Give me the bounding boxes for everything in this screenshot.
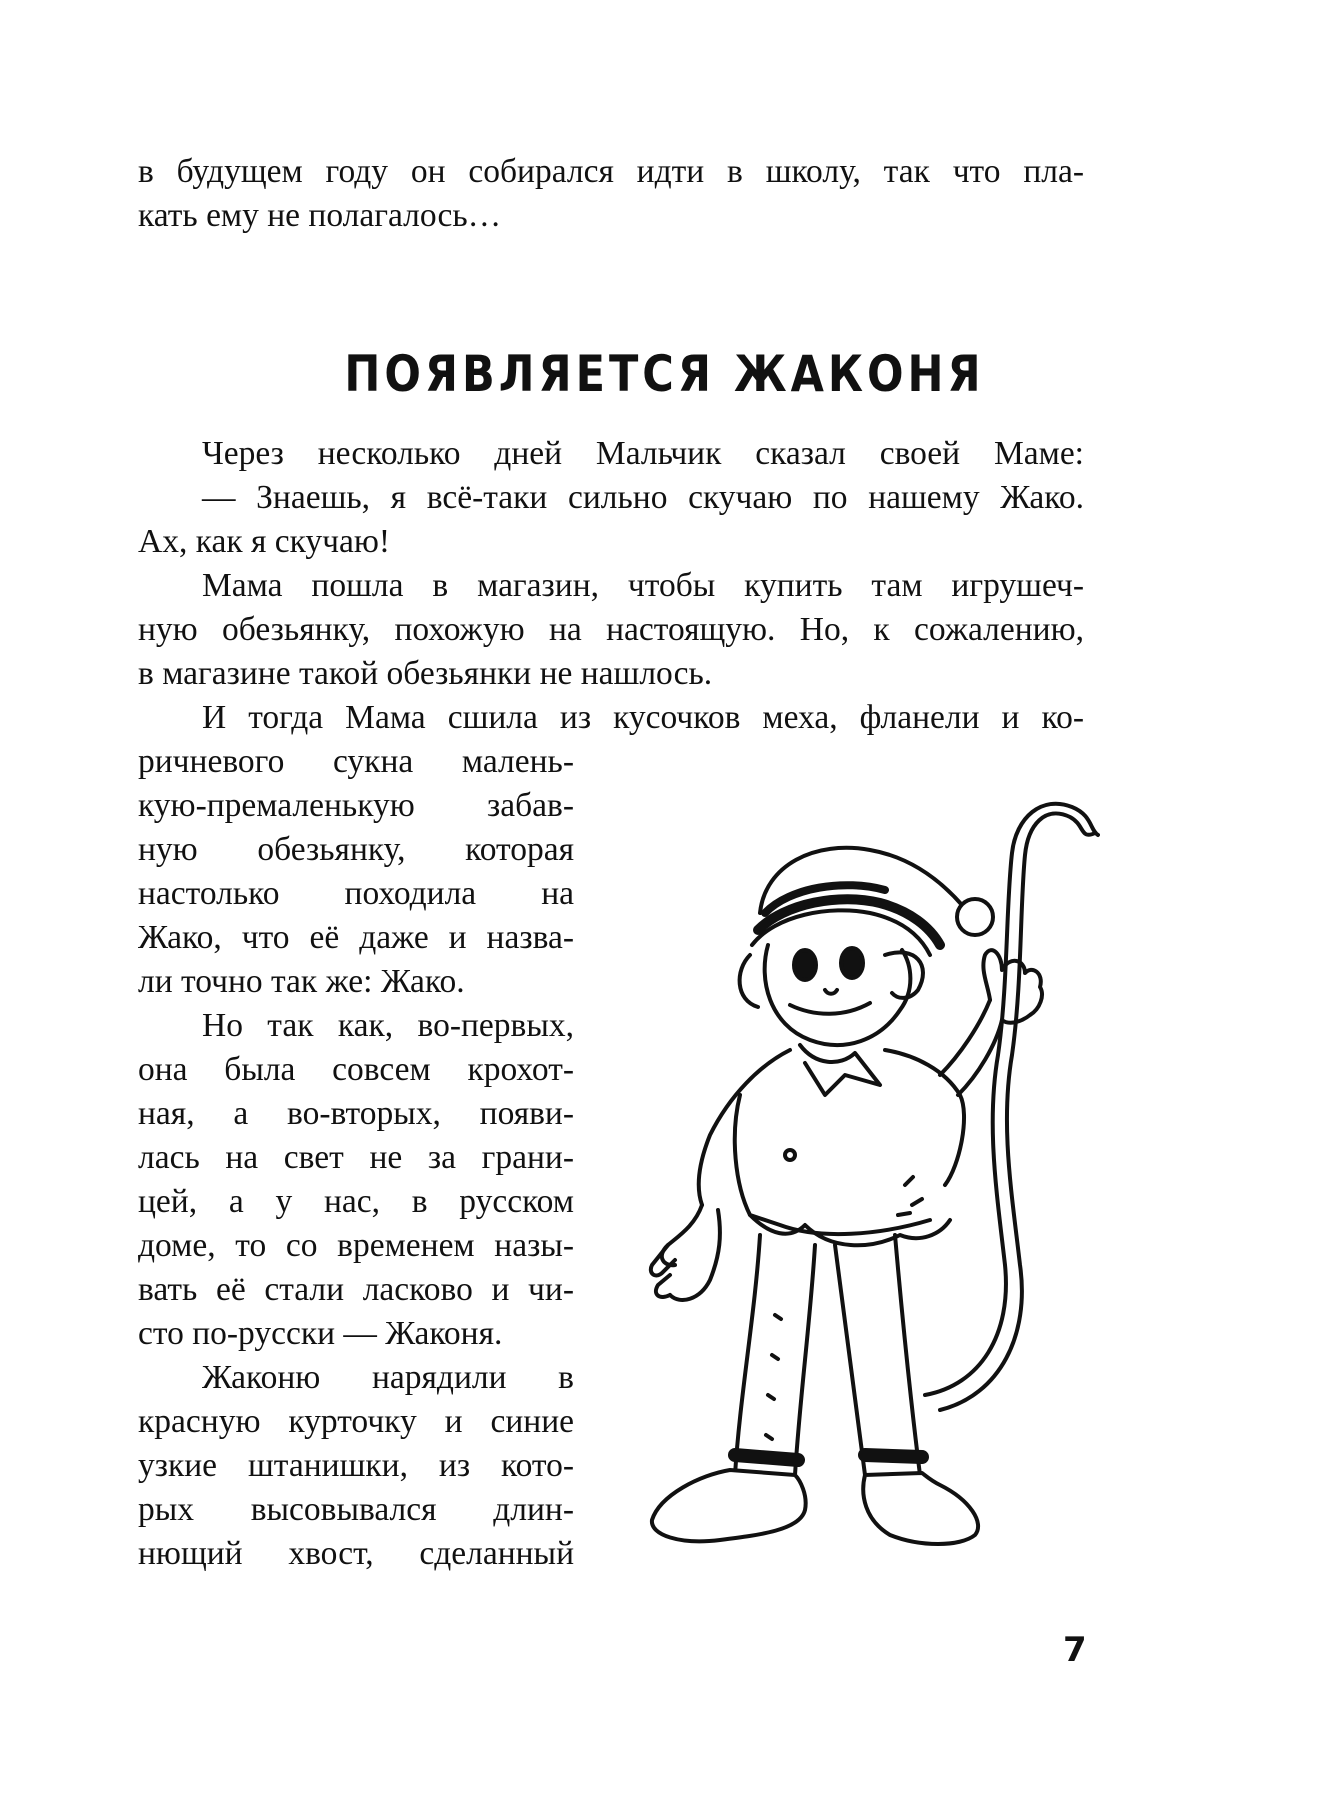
chapter-title: ПОЯВЛЯЕТСЯ ЖАКОНЯ <box>344 346 985 404</box>
text-line: сто по-русски — Жаконя. <box>138 1315 503 1352</box>
text-line: Мама пошла в магазин, чтобы купить там игрушеч- <box>202 567 1084 604</box>
text-line: Ах, как я скучаю! <box>138 523 391 560</box>
text-line: рых высовывался длин- <box>138 1491 574 1528</box>
text-line: Жако, что её даже и назва- <box>138 919 574 956</box>
text-line: лась на свет не за грани- <box>138 1139 574 1176</box>
text-line: в магазине такой обезьянки не нашлось. <box>138 655 713 692</box>
text-line: узкие штанишки, из кото- <box>138 1447 574 1484</box>
monkey-illustration <box>640 795 1100 1555</box>
text-line: красную курточку и синие <box>138 1403 574 1440</box>
text-line: ную обезьянку, которая <box>138 831 574 868</box>
text-line: настолько походила на <box>138 875 574 912</box>
text-line: — Знаешь, я всё-таки сильно скучаю по нашему Жако. <box>202 479 1084 516</box>
text-line: нющий хвост, сделанный <box>138 1535 574 1572</box>
text-line: ную обезьянку, похожую на настоящую. Но, к сожалению, <box>138 611 1084 648</box>
text-line: в будущем году он собирался идти в школу, так что пла- <box>138 153 1084 190</box>
text-line: Но так как, во-первых, <box>202 1007 574 1044</box>
text-line: вать её стали ласково и чи- <box>138 1271 574 1308</box>
page-number: 7 <box>1063 1630 1087 1670</box>
text-line: Через несколько дней Мальчик сказал своей Маме: <box>202 435 1084 472</box>
text-line: доме, то со временем назы- <box>138 1227 574 1264</box>
text-line: кать ему не полагалось… <box>138 197 502 234</box>
text-line: она была совсем крохот- <box>138 1051 574 1088</box>
text-line: ная, а во-вторых, появи- <box>138 1095 574 1132</box>
text-line: Жаконю нарядили в <box>202 1359 574 1396</box>
text-line: цей, а у нас, в русском <box>138 1183 574 1220</box>
text-line: кую-премаленькую забав- <box>138 787 574 824</box>
text-line: ричневого сукна малень- <box>138 743 574 780</box>
text-line: ли точно так же: Жако. <box>138 963 465 1000</box>
text-line: И тогда Мама сшила из кусочков меха, фланели и ко- <box>202 699 1084 736</box>
